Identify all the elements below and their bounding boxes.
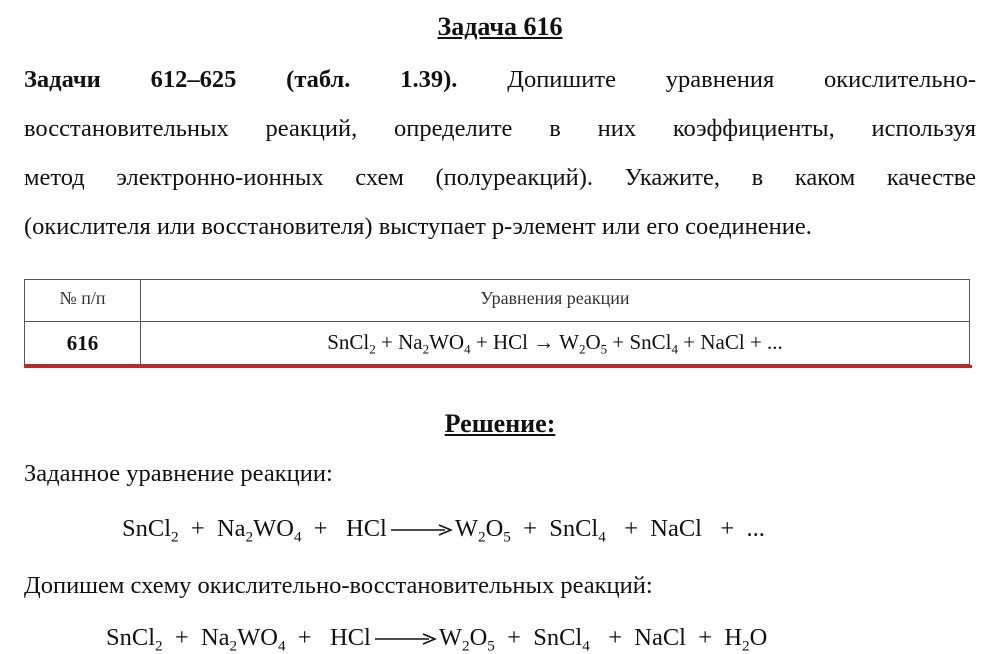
task-bold-lead: Задачи 612–625 (табл. 1.39). [24, 66, 458, 93]
task-line-3: метод электронно-ионных схем (полуреакций). Укажите, в каком качестве [24, 164, 976, 191]
row-equation: SnCl$_2$ + $Na_2WO_4$ + HCl → $W_2O_5$ + SnCl$_4$ + NaCl + ... [327, 330, 783, 357]
task-line-4: (окислителя или восстановителя) выступает p-элемент или его соединение. [24, 213, 812, 240]
red-underline-divider [24, 365, 972, 368]
row-number: 616 [66, 331, 99, 355]
solution-title: Решение: [444, 409, 556, 438]
reaction-table [24, 279, 970, 365]
task-line-1-rest: Допишите уравнения окислительно- [507, 66, 977, 93]
page-title: Задача 616 [437, 12, 563, 41]
header-number: № п/п [59, 288, 106, 308]
task-line-1 [24, 55, 976, 104]
reaction-arrow-icon-2 [373, 632, 437, 646]
scheme-label: Допишем схему окислительно-восстановительных реакций: [24, 572, 653, 599]
task-line-2: восстановительных реакций, определите в них коэффициенты, используя [24, 115, 976, 142]
header-equation: Уравнения реакции [480, 288, 630, 308]
scheme-equation: SnCl$_2$ + $Na_2WO_4$ + HCl $W_2O_5$ + SnCl$_4$ + NaCl + $H_2O$ [106, 624, 768, 654]
reaction-arrow-icon [389, 523, 453, 537]
given-equation-label: Заданное уравнение реакции: [24, 460, 333, 487]
given-equation: SnCl$_2$ + $Na_2WO_4$ + HCl $W_2O_5$ + SnCl$_4$ + NaCl + ... [122, 515, 765, 546]
